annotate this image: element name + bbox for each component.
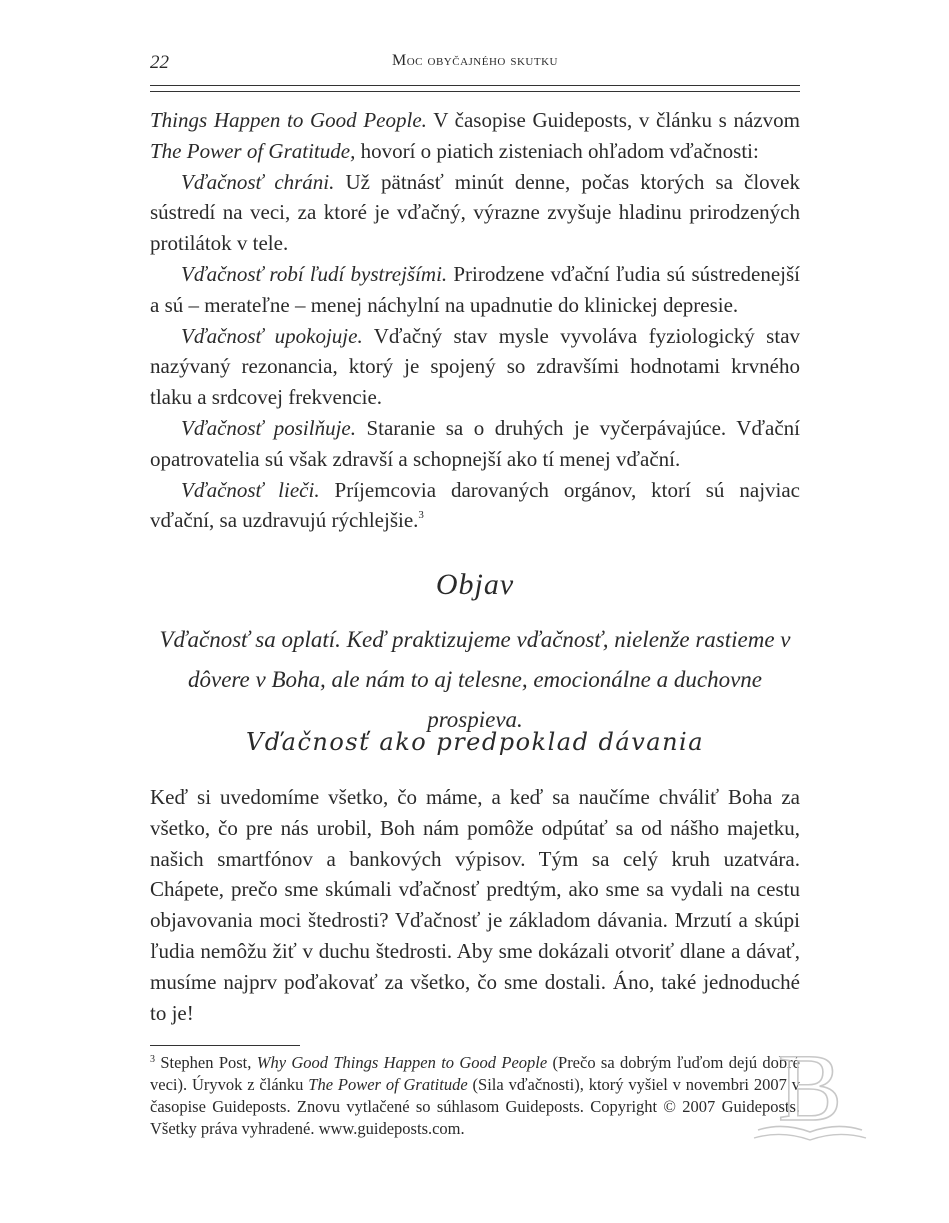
footnote-article-title: The Power of Gratitude: [308, 1075, 468, 1094]
finding-text: Vďačný stav mysle vyvoláva fyziologický stav nazývaný rezonancia, ktorý je spojený so zdravšími hodnotami krvného tlaku a srdcovej frekvencie.: [150, 323, 801, 410]
finding-text: Prirodzene vďační ľudia sú sústredenejší a sú – merateľne – menej náchylní na upadnutie do klinickej depresie.: [150, 261, 800, 317]
footnote-mark: 3: [150, 1054, 155, 1065]
book-page: [150, 0, 800, 1223]
footnote: [150, 1052, 800, 1140]
footnote-text: (Sila vďačnosti), ktorý vyšiel v novembri 2007 v časopise Guideposts. Znovu vytlačené so súhlasom Guideposts. Copyright © 2007 Guideposts. Všetky práva vyhradené. www.guideposts.com.: [150, 1075, 800, 1138]
paragraph-intro: [150, 105, 800, 167]
section-body: Keď si uvedomíme všetko, čo máme, a keď sa naučíme chváliť Boha za všetko, čo pre nás urobil, Boh nám pomôže odpútať sa od nášho majetku, našich smartfónov a bankových výpisov. Tým sa celý kruh uzatvára. Chápete, prečo sme skúmali vďačnosť predtým, ako sme sa vydali na cestu objavovania moci štedrosti? Vďačnosť je základom dávania. Mrzutí a skúpi ľudia nemôžu žiť v duchu štedrosti. Aby sme dokázali otvoriť dlane a dávať, musíme najprv poďakovať za všetko, čo sme dostali. Áno, také jednoduché to je!: [150, 785, 800, 1025]
page-number: 22: [150, 52, 169, 73]
finding-title: Vďačnosť lieči.: [181, 477, 320, 502]
paragraph-protects: [150, 167, 800, 259]
publisher-watermark-logo: [748, 1038, 873, 1146]
footnote-text: Stephen Post,: [155, 1053, 257, 1072]
footnote-rule: [150, 1045, 300, 1046]
paragraph-calms: [150, 321, 800, 413]
finding-text: Príjemcovia darovaných orgánov, ktorí sú najviac vďační, sa uzdravujú rýchlejšie.: [150, 477, 801, 533]
finding-title: Vďačnosť chráni.: [181, 169, 335, 194]
objav-text: Vďačnosť sa oplatí. Keď praktizujeme vďačnosť, nielenže rastieme v dôvere v Boha, ale nám to aj telesne, emocionálne a duchovne prospieva.: [159, 627, 791, 732]
objav-heading: Objav: [435, 568, 515, 601]
section-heading: Vďačnosť ako predpoklad dávania: [245, 728, 705, 756]
footnote-reference: 3: [418, 509, 424, 522]
footnote-book-title: Why Good Things Happen to Good People: [256, 1053, 548, 1072]
header-double-rule: [150, 85, 800, 92]
paragraph-text: hovorí o piatich zisteniach ohľadom vďačnosti:: [355, 138, 759, 163]
finding-title: Vďačnosť posilňuje.: [181, 415, 356, 440]
finding-title: Vďačnosť upokojuje.: [181, 323, 363, 348]
book-title-italic: Things Happen to Good People.: [150, 108, 427, 132]
running-title: Moc obyčajného skutku: [392, 52, 558, 69]
footnote-text: (Prečo sa dobrým ľuďom dejú dobré veci). Úryvok z článku: [150, 1053, 800, 1094]
finding-text: Staranie sa o druhých je vyčerpávajúce. Vďační opatrovatelia sú však zdravší a schopnejší ako tí menej vďační.: [150, 415, 801, 471]
finding-title: Vďačnosť robí ľudí bystrejšími.: [181, 261, 448, 286]
watermark-letter: B: [777, 1038, 843, 1141]
running-head: [150, 50, 800, 76]
paragraph-sharper: [150, 259, 800, 321]
finding-text: Už pätnásť minút denne, počas ktorých sa človek sústredí na veci, za ktoré je vďačný, výrazne zvyšuje hladinu prirodzených protilátok v tele.: [150, 169, 800, 256]
paragraph-text: V časopise Guideposts, v článku s názvom: [426, 108, 800, 132]
article-title-italic: The Power of Gratitude,: [150, 138, 356, 163]
paragraph-heals: [150, 475, 800, 537]
paragraph-strengthens: [150, 413, 800, 475]
body-text: [150, 105, 800, 536]
